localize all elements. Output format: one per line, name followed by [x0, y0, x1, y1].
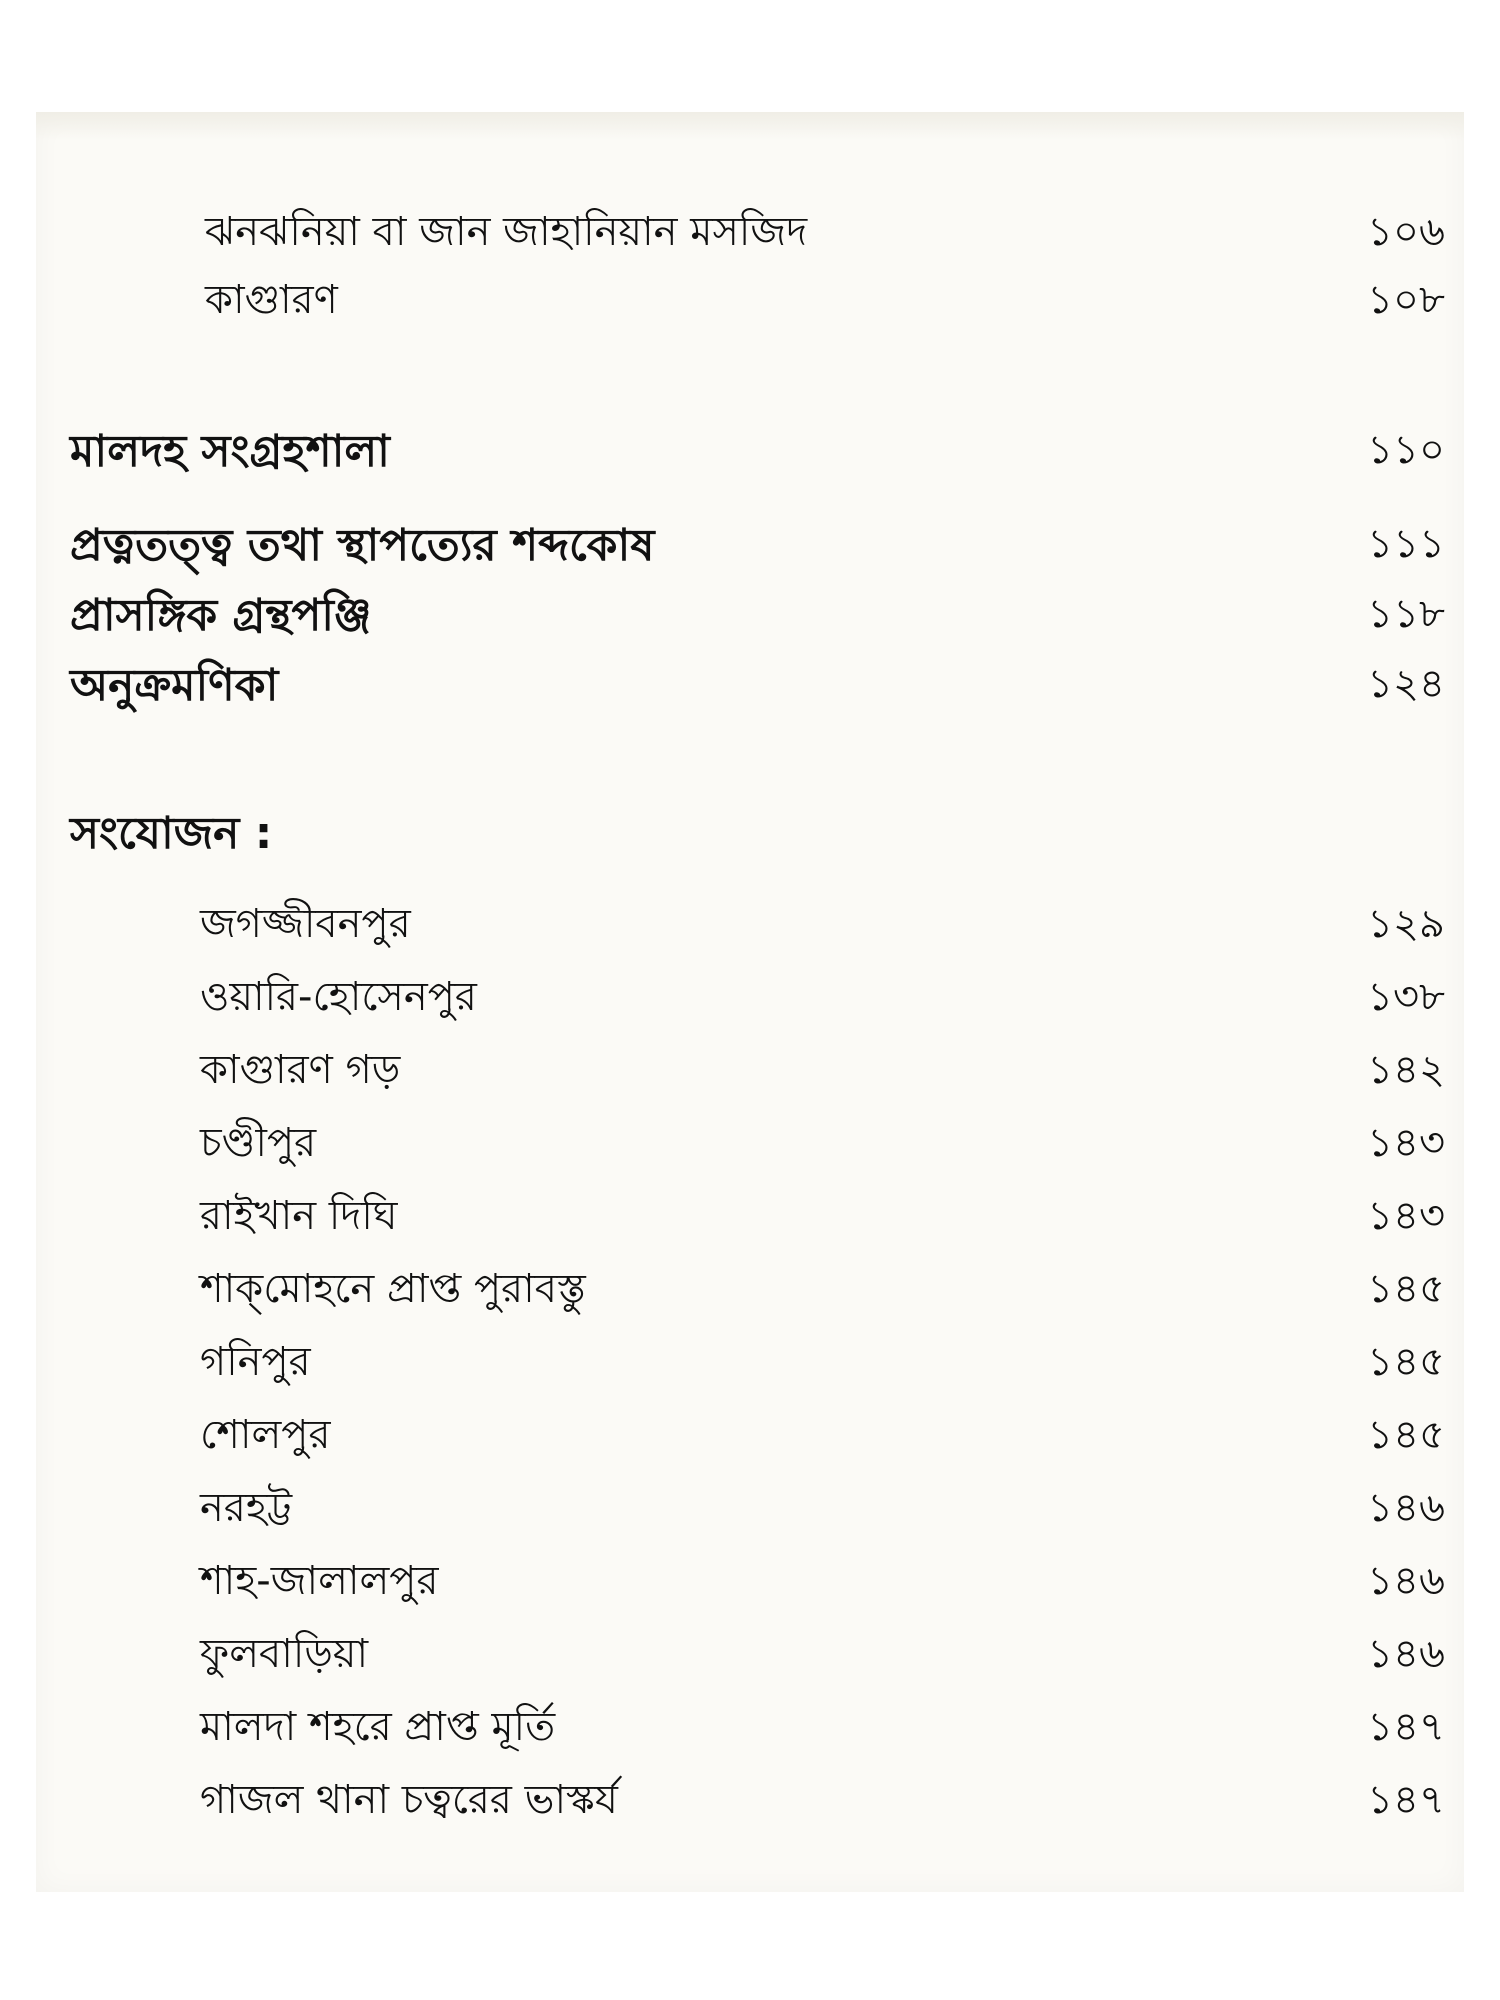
toc-entry	[70, 418, 1445, 477]
toc-entry-title: গাজল থানা চত্বরের ভাস্কর্য	[200, 1777, 618, 1823]
toc-entry	[200, 1695, 1445, 1750]
toc-page-number: ১৪৬	[1367, 1485, 1445, 1531]
appendix-heading: সংযোজন :	[70, 808, 273, 859]
toc-entry-title: অনুক্রমণিকা	[70, 660, 279, 711]
toc-entry-title: প্রাসঙ্গিক গ্রন্থপঞ্জি	[70, 590, 372, 641]
toc-page-number: ১১৮	[1367, 591, 1445, 637]
toc-entry	[200, 1549, 1445, 1604]
toc-entry	[205, 268, 1445, 323]
toc-page-number: ১৪৬	[1367, 1558, 1445, 1604]
toc-page-number: ১৪৫	[1367, 1266, 1445, 1312]
toc-entry	[200, 892, 1445, 947]
toc-entry-title: শাক্‌মোহনে প্রাপ্ত পুরাবস্তু	[200, 1266, 586, 1312]
toc-entry-title: রাইখান দিঘি	[200, 1193, 398, 1239]
toc-page-number: ১৪৫	[1367, 1412, 1445, 1458]
toc-entry	[200, 1038, 1445, 1093]
toc-page-number: ১২৪	[1367, 661, 1445, 707]
toc-page-number: ১৪৭	[1367, 1777, 1445, 1823]
toc-entry	[70, 512, 1445, 571]
toc-entry-title: মালদহ সংগ্রহশালা	[70, 426, 390, 477]
toc-entry	[200, 1184, 1445, 1239]
toc-entry-title: কাগুারণ	[205, 277, 338, 323]
toc-entry	[200, 1330, 1445, 1385]
toc-entry-title: ফুলবাড়িয়া	[200, 1631, 369, 1677]
toc-page-number: ১৩৮	[1367, 974, 1445, 1020]
toc-entry-title: শাহ-জালালপুর	[200, 1558, 439, 1604]
toc-entry-title: জগজ্জীবনপুর	[200, 901, 411, 947]
toc-entry	[200, 1476, 1445, 1531]
toc-page-number: ১৪৬	[1367, 1631, 1445, 1677]
toc-entry-title: ওয়ারি-হোসেনপুর	[200, 974, 477, 1020]
toc-entry	[70, 582, 1445, 641]
toc-page-number: ১৪৫	[1367, 1339, 1445, 1385]
page-top-edge	[36, 112, 1464, 140]
toc-page-number: ১০৮	[1367, 277, 1445, 323]
toc-entry-title: মালদা শহরে প্রাপ্ত মূর্তি	[200, 1704, 556, 1750]
toc-entry	[200, 965, 1445, 1020]
toc-page-number: ১৪২	[1367, 1047, 1445, 1093]
toc-page-number: ১৪৩	[1367, 1120, 1445, 1166]
toc-entry	[200, 1403, 1445, 1458]
toc-page-number: ১৪৭	[1367, 1704, 1445, 1750]
toc-entry	[200, 1111, 1445, 1166]
toc-entry	[200, 1622, 1445, 1677]
toc-entry-title: কাগুারণ গড়	[200, 1047, 401, 1093]
toc-entry	[70, 652, 1445, 711]
toc-entry-title: নরহট্ট	[200, 1485, 293, 1531]
toc-entry	[200, 1768, 1445, 1823]
toc-entry	[200, 1257, 1445, 1312]
toc-page-number: ১১১	[1367, 521, 1445, 567]
toc-entry	[205, 200, 1445, 255]
toc-page-number: ১১০	[1367, 427, 1445, 473]
toc-entry-title: গনিপুর	[200, 1339, 311, 1385]
toc-entry-title: চণ্ডীপুর	[200, 1120, 317, 1166]
toc-page-number: ১০৬	[1367, 209, 1445, 255]
toc-page-number: ১৪৩	[1367, 1193, 1445, 1239]
toc-entry-title: প্রত্নতত্ত্ব তথা স্থাপত্যের শব্দকোষ	[70, 520, 655, 571]
toc-entry-title: শোলপুর	[200, 1412, 331, 1458]
toc-entry-title: ঝনঝনিয়া বা জান জাহানিয়ান মসজিদ	[205, 209, 808, 255]
toc-page-number: ১২৯	[1367, 901, 1445, 947]
